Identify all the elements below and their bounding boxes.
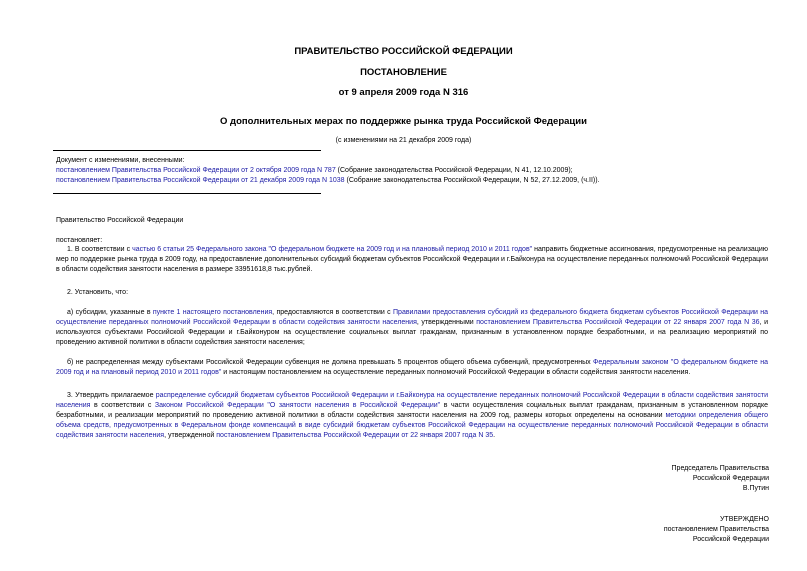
doc-type: ПОСТАНОВЛЕНИЕ [360,67,447,78]
government-line: Правительство Российской Федерации [56,217,184,224]
doc-date-number: от 9 апреля 2009 года N 316 [338,87,469,98]
rules-link[interactable]: Правилами предоставления субсидий из федерального бюджета бюджетам субъектов Российской Федерации на осуществление переданных полномочий Российской Федерации в области содействия занятости населения [56,309,768,326]
amendment-item: постановлением Правительства Российской Федерации от 2 октября 2009 года N 787 (Собрание законодательства Российской Федерации, N 41, 12.10.2009); [56,167,573,174]
paragraph-2a: а) субсидии, указанные в пункте 1 настоящего постановления, предоставляются в соответствии с Правилами предоставления субсидий из федерального бюджета бюджетам субъектов Российской Федерации на осуществление переданных полномочий Российской Федерации в области содействия занятости населения, утвержденными постановлением Правительства Российской Федерации от 22 января 2007 года N 36, и используются субъектами Российской Федерации и г.Байконуром на осуществление социальных выплат гражданам, признанным в установленном порядке безработными, и на реализацию мероприятий по проведению активной политики в области содействия занятости населения; [56,309,768,346]
signature-title: Председатель Правительства [671,465,769,472]
government-header: ПРАВИТЕЛЬСТВО РОССИЙСКОЙ ФЕДЕРАЦИИ [294,46,513,57]
law-link[interactable]: частью 6 статьи 25 Федерального закона "О федеральном бюджете на 2009 год и на плановый период 2010 и 2011 годов" [132,246,533,253]
point-link[interactable]: пункте 1 настоящего постановления [152,309,273,316]
resolution-35-link[interactable]: постановлением Правительства Российской Федерации от 22 января 2007 года N 35 [216,432,494,439]
amendments-block [56,156,768,186]
paragraph-2b: б) не распределенная между субъектами Российской Федерации субвенция не должна превышать 5 процентов общего объема субвенций, предусмотренных Федеральным законом "О федеральном бюджете на 2009 год и на плановый период 2010 и 2011 годов" и настоящим постановлением на осуществление переданных полномочий Российской Федерации в области содействия занятости населения. [56,359,768,376]
divider-bottom [53,193,321,194]
signature-name: В.Путин [742,485,769,492]
signature-country: Российской Федерации [692,475,769,482]
signature-block [672,464,769,494]
paragraph-1: 1. В соответствии с частью 6 статьи 25 Федерального закона "О федеральном бюджете на 2009 год и на плановый период 2010 и 2011 годов" направить бюджетные ассигнования, предусмотренные на реализацию мер по поддержке рынка труда в 2009 году, на предоставление дополнительных субсидий бюджетам субъектов Российской Федерации и г.Байконура на осуществление переданных полномочий Российской Федерации в области содействия занятости населения в размере 33951618,8 тыс.рублей. [56,246,768,273]
doc-title: О дополнительных мерах по поддержке рынка труда Российской Федерации [220,116,587,127]
divider-top [53,150,321,151]
approved-by: постановлением Правительства [663,526,769,533]
federal-law-link[interactable]: Федеральным законом "О федеральном бюджете на 2009 год и на плановый период 2010 и 2011 годов" [56,359,768,376]
amendment-item: постановлением Правительства Российской Федерации от 21 декабря 2009 года N 1038 (Собрание законодательства Российской Федерации, N 52, 27.12.2009, (ч.II)). [56,177,600,184]
amendments-intro: Документ с изменениями, внесенными: [56,157,185,164]
methodology-link[interactable]: методики определения общего объема средств, предусмотренных в Федеральном фонде компенсаций в виде субсидий бюджетам субъектов Российской Федерации на осуществление переданных полномочий Российской Федерации в области содействия занятости населения [56,412,768,439]
approved-block [664,515,769,545]
paragraph-3: 3. Утвердить прилагаемое распределение субсидий бюджетам субъектов Российской Федерации и г.Байконура на осуществление переданных полномочий Российской Федерации в области содействия занятости населения в соответствии с Законом Российской Федерации "О занятости населения в Российской Федерации" в части осуществления социальных выплат гражданам, признанным в установленном порядке безработными, и реализации мероприятий по проведению активной политики в области содействия занятости населения на 2009 год, размеры которых определены на основании методики определения общего объема средств, предусмотренных в Федеральном фонде компенсаций в виде субсидий бюджетам субъектов Российской Федерации на осуществление переданных полномочий Российской Федерации в области содействия занятости населения, утвержденной постановлением Правительства Российской Федерации от 22 января 2007 года N 35. [56,392,769,439]
decides-line: постановляет: [56,237,103,244]
distribution-link[interactable]: распределение субсидий бюджетам субъектов Российской Федерации и г.Байконура на осуществление переданных полномочий Российской Федерации в области содействия занятости населения [56,392,768,409]
approved-country: Российской Федерации [692,536,769,543]
employment-law-link[interactable]: Законом Российской Федерации "О занятости населения в Российской Федерации" [154,402,441,409]
changes-note: (с изменениями на 21 декабря 2009 года) [335,137,472,144]
approved-title: УТВЕРЖДЕНО [719,516,769,523]
amendment-link[interactable]: постановлением Правительства Российской Федерации от 21 декабря 2009 года N 1038 [56,177,345,184]
paragraph-2: 2. Установить, что: [67,289,129,296]
resolution-link[interactable]: постановлением Правительства Российской Федерации от 22 января 2007 года N 36 [476,319,760,326]
amendment-link[interactable]: постановлением Правительства Российской Федерации от 2 октября 2009 года N 787 [56,167,336,174]
